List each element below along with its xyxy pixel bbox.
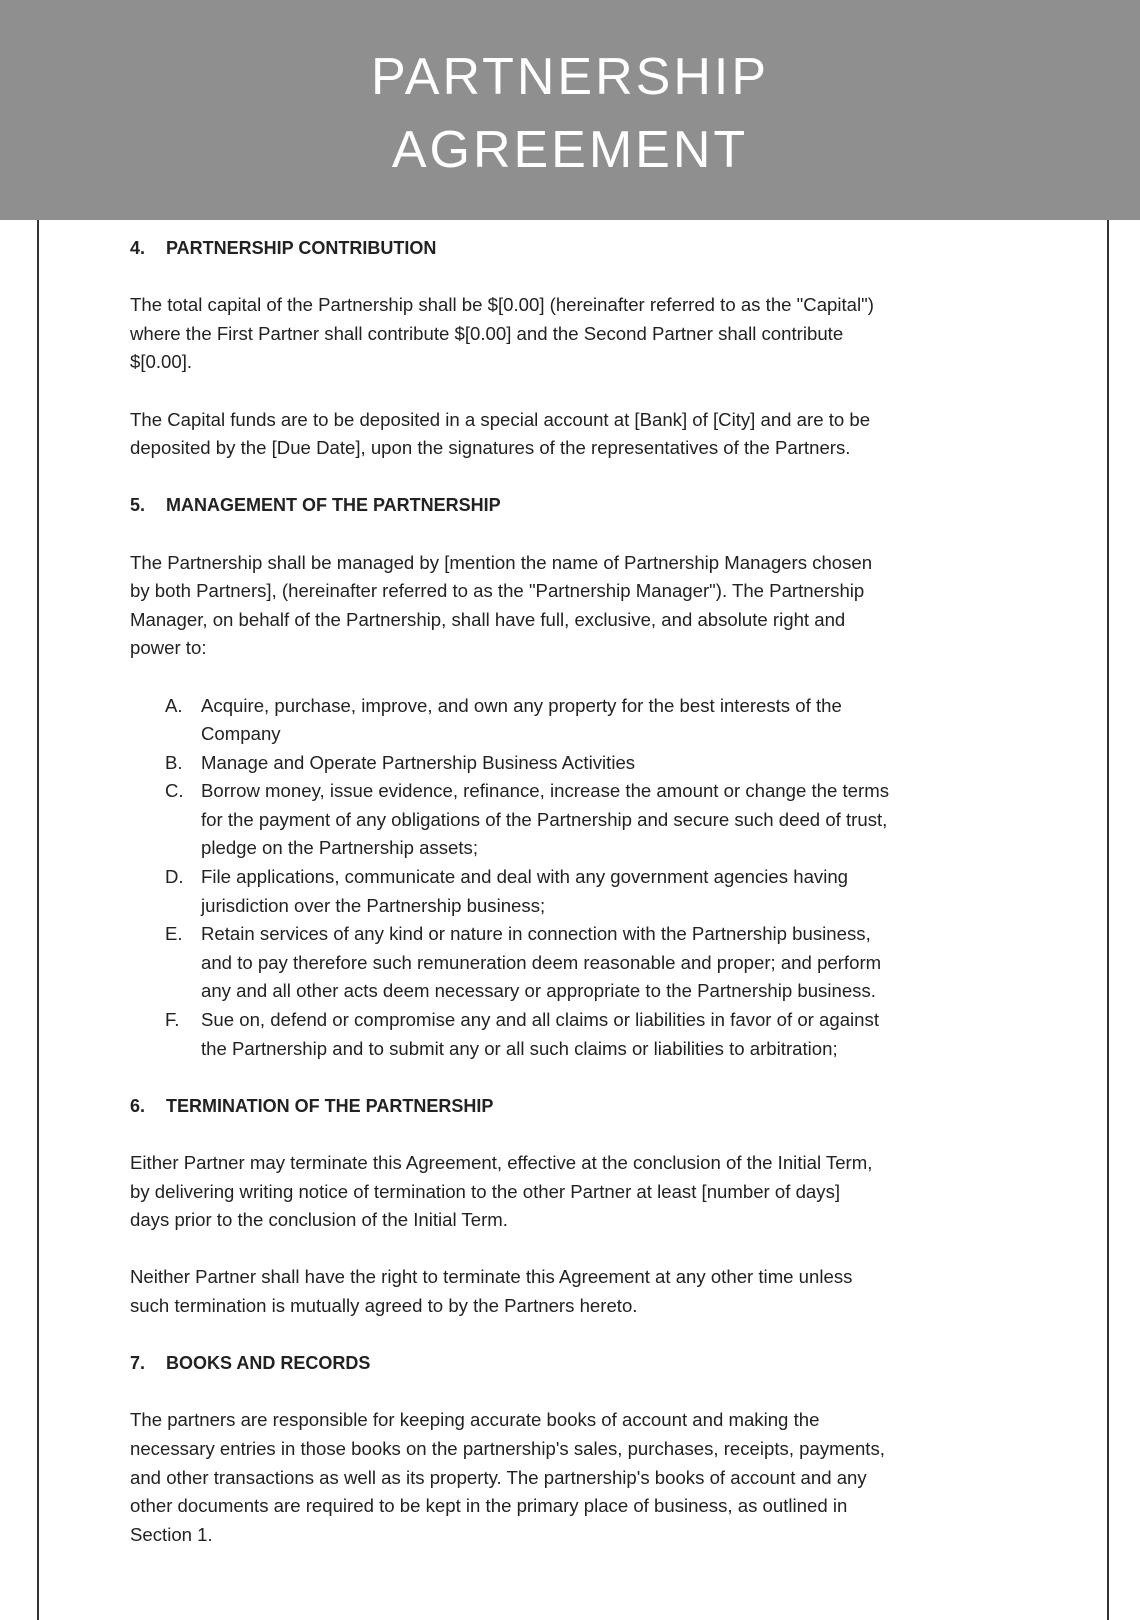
paragraph-line: $[0.00]. (130, 351, 193, 373)
list-letter: F. (165, 1009, 180, 1031)
list-letter: E. (165, 923, 183, 945)
list-line: the Partnership and to submit any or all such claims or liabilities to arbitration; (201, 1037, 838, 1059)
section-number: 6. (130, 1095, 146, 1116)
spacer (130, 1235, 1030, 1264)
section-number: 4. (130, 238, 146, 258)
paragraph (130, 1263, 1030, 1320)
title-banner (0, 0, 1140, 220)
list-line: Manage and Operate Partnership Business Activities (201, 751, 636, 773)
list-text (201, 749, 635, 778)
list-text (201, 863, 848, 920)
paragraph-line: and other transactions as well as its property. The partnership's books of account and any (130, 1466, 867, 1488)
paragraph-line: The partners are responsible for keeping accurate books of account and making the (130, 1409, 820, 1431)
paragraph (130, 1149, 1030, 1235)
section-heading (130, 234, 1030, 263)
list-letter: C. (165, 780, 184, 802)
paragraph-line: by both Partners], (hereinafter referred to as the "Partnership Manager"). The Partnership (130, 580, 865, 602)
list-line: Company (201, 723, 281, 745)
spacer (130, 463, 1030, 492)
list-item (130, 777, 1030, 863)
paragraph (130, 1406, 1030, 1549)
list-line: Retain services of any kind or nature in connection with the Partnership business, (201, 923, 871, 945)
list-item (130, 920, 1030, 1006)
paragraph-line: The Partnership shall be managed by [mention the name of Partnership Managers chosen (130, 551, 873, 573)
paragraph-line: deposited by the [Due Date], upon the signatures of the representatives of the Partners. (130, 437, 851, 459)
paragraph-line: power to: (130, 637, 207, 659)
paragraph (130, 406, 1030, 463)
spacer (130, 263, 1030, 292)
spacer (130, 1321, 1030, 1350)
list-item (130, 749, 1030, 778)
list-line: Borrow money, issue evidence, refinance, increase the amount or change the terms (201, 780, 889, 802)
list (130, 692, 1030, 1064)
list-line: Acquire, purchase, improve, and own any property for the best interests of the (201, 694, 842, 716)
paragraph (130, 291, 1030, 377)
section-title: TERMINATION OF THE PARTNERSHIP (166, 1095, 494, 1116)
title-line: PARTNERSHIP (370, 48, 770, 106)
list-letter: D. (165, 866, 184, 888)
list-line: and to pay therefore such remuneration deem reasonable and proper; and perform (201, 951, 882, 973)
paragraph-line: The total capital of the Partnership shall be $[0.00] (hereinafter referred to as the "Capital") (130, 294, 874, 316)
list-text (201, 692, 842, 749)
paragraph (130, 549, 1030, 663)
section-title: BOOKS AND RECORDS (166, 1353, 371, 1374)
paragraph-line: The Capital funds are to be deposited in a special account at [Bank] of [City] and are to be (130, 408, 871, 430)
paragraph-line: by delivering writing notice of termination to the other Partner at least [number of days] (130, 1180, 841, 1202)
section-heading (130, 1092, 1030, 1121)
paragraph-line: other documents are required to be kept in the primary place of business, as outlined in (130, 1495, 848, 1517)
list-letter: B. (165, 751, 183, 773)
section-title: PARTNERSHIP CONTRIBUTION (166, 238, 437, 258)
paragraph-line: such termination is mutually agreed to by the Partners hereto. (130, 1294, 638, 1316)
spacer (130, 1063, 1030, 1092)
paragraph-line: Neither Partner shall have the right to terminate this Agreement at any other time unless (130, 1266, 853, 1288)
list-line: jurisdiction over the Partnership business; (201, 894, 546, 916)
spacer (130, 377, 1030, 406)
list-line: File applications, communicate and deal with any government agencies having (201, 866, 849, 888)
section-heading (130, 491, 1030, 520)
list-letter: A. (165, 694, 183, 716)
section-heading (130, 1349, 1030, 1378)
paragraph-line: Either Partner may terminate this Agreement, effective at the conclusion of the Initial Term, (130, 1152, 873, 1173)
list-line: pledge on the Partnership assets; (201, 837, 479, 859)
paragraph-line: Manager, on behalf of the Partnership, shall have full, exclusive, and absolute right and (130, 608, 846, 630)
spacer (130, 663, 1030, 692)
paragraph-line: days prior to the conclusion of the Initial Term. (130, 1209, 508, 1231)
spacer (130, 1378, 1030, 1407)
list-line: any and all other acts deem necessary or appropriate to the Partnership business. (201, 980, 876, 1002)
section-number: 7. (130, 1353, 146, 1374)
document-content (130, 234, 1030, 1549)
list-item (130, 863, 1030, 920)
spacer (130, 1120, 1030, 1149)
list-text (201, 920, 881, 1006)
list-line: for the payment of any obligations of the Partnership and secure such deed of trust, (201, 808, 888, 830)
list-text (201, 1006, 879, 1063)
list-item (130, 1006, 1030, 1063)
section-number: 5. (130, 495, 146, 516)
list-item (130, 692, 1030, 749)
paragraph-line: necessary entries in those books on the partnership's sales, purchases, receipts, payments, (130, 1437, 885, 1459)
list-line: Sue on, defend or compromise any and all claims or liabilities in favor of or against (201, 1009, 879, 1031)
spacer (130, 520, 1030, 549)
paragraph-line: where the First Partner shall contribute $[0.00] and the Second Partner shall contribute (130, 322, 844, 344)
paragraph-line: Section 1. (130, 1523, 213, 1545)
section-title: MANAGEMENT OF THE PARTNERSHIP (166, 495, 501, 516)
list-text (201, 777, 889, 863)
title-line: AGREEMENT (391, 121, 749, 179)
